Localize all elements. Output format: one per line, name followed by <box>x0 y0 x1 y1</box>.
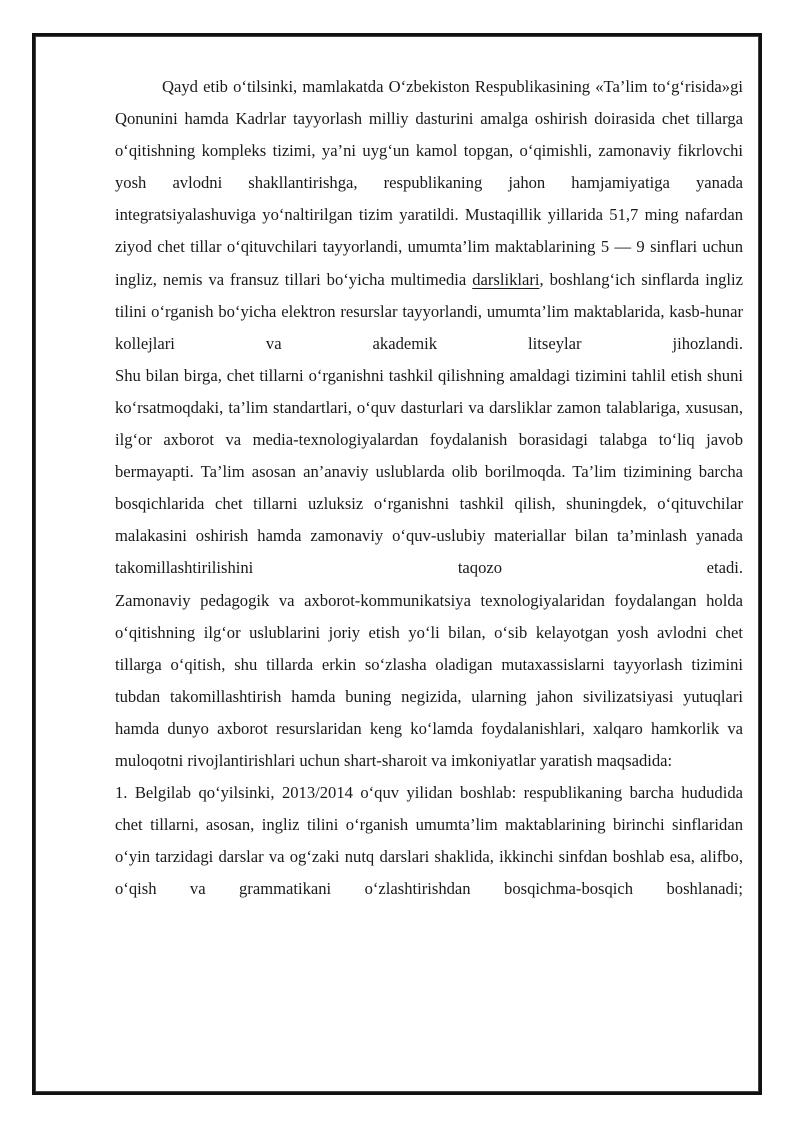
paragraph-1 <box>115 71 743 360</box>
paragraph-3: Zamonaviy pedagogik va axborot-kommunikatsiya texnologiyalaridan foydalangan holda o‘qitishning ilg‘or uslublarini joriy etish yo‘li bilan, o‘sib kelayotgan yosh avlodni chet tillarga o‘qitish, shu tillarda erkin so‘zlasha oladigan mutaxassislarni tayyorlash tizimini tubdan takomillashtirish hamda buning negizida, ularning jahon sivilizatsiyasi yutuqlari hamda dunyo axborot resurslaridan keng ko‘lamda foydalanishlari, xalqaro hamkorlik va muloqotni rivojlantirishlari uchun shart-sharoit va imkoniyatlar yaratish maqsadida: <box>115 590 743 770</box>
document-body <box>115 71 743 905</box>
paragraph-4: 1. Belgilab qo‘yilsinki, 2013/2014 o‘quv yilidan boshlab: respublikaning barcha hududida chet tillarni, asosan, ingliz tilini o‘rganish umumta’lim maktablarining birinchi sinflaridan o‘yin tarzidagi darslar va og‘zaki nutq darslari shaklida, ikkinchi sinfdan boshlab esa, alifbo, o‘qish va grammatikani o‘zlashtirishdan bosqichma-bosqich boshlanadi; <box>115 783 743 899</box>
paragraph-1-end: , boshlang‘ich sinflarda ingliz tilini o‘rganish bo‘yicha elektron resurslar tayyorlandi, umumta’lim maktablarida, kasb-hunar kollejlari va akademik litseylar jihozlandi. <box>115 269 743 353</box>
paragraph-1-text: Qayd etib o‘tilsinki, mamlakatda O‘zbekiston Respublikasining «Ta’lim to‘g‘risida»gi Qonunini hamda Kadrlar tayyorlash milliy dasturini amalga oshirish doirasida chet tillarga o‘qitishning kompleks tizimi, ya’ni uyg‘un kamol topgan, o‘qimishli, zamonaviy fikrlovchi yosh avlodni shakllantirishga, respublikaning jahon hamjamiyatiga yanada integratsiyalashuviga yo‘naltirilgan tizim yaratildi. Mustaqillik yillarida 51,7 ming nafardan ziyod chet tillar o‘qituvchilari tayyorlandi, umumta’lim maktablarining 5 — 9 sinflari uchun ingliz, nemis va fransuz tillari bo‘yicha multimedia <box>115 77 743 289</box>
underlined-word: darsliklari <box>472 269 540 289</box>
paragraph-2: Shu bilan birga, chet tillarni o‘rganishni tashkil qilishning amaldagi tizimini tahlil etish shuni ko‘rsatmoqdaki, ta’lim standartlari, o‘quv dasturlari va darsliklar zamon talablariga, xususan, ilg‘or axborot va media-texnologiyalardan foydalanish borasidagi talabga to‘liq javob bermayapti. Ta’lim asosan an’anaviy uslublarda olib borilmoqda. Ta’lim tizimining barcha bosqichlarida chet tillarni uzluksiz o‘rganishni tashkil qilish, shuningdek, o‘qituvchilar malakasini oshirish hamda zamonaviy o‘quv-uslubiy materiallar bilan ta’minlash yanada takomillashtirilishini taqozo etadi. <box>115 365 743 578</box>
